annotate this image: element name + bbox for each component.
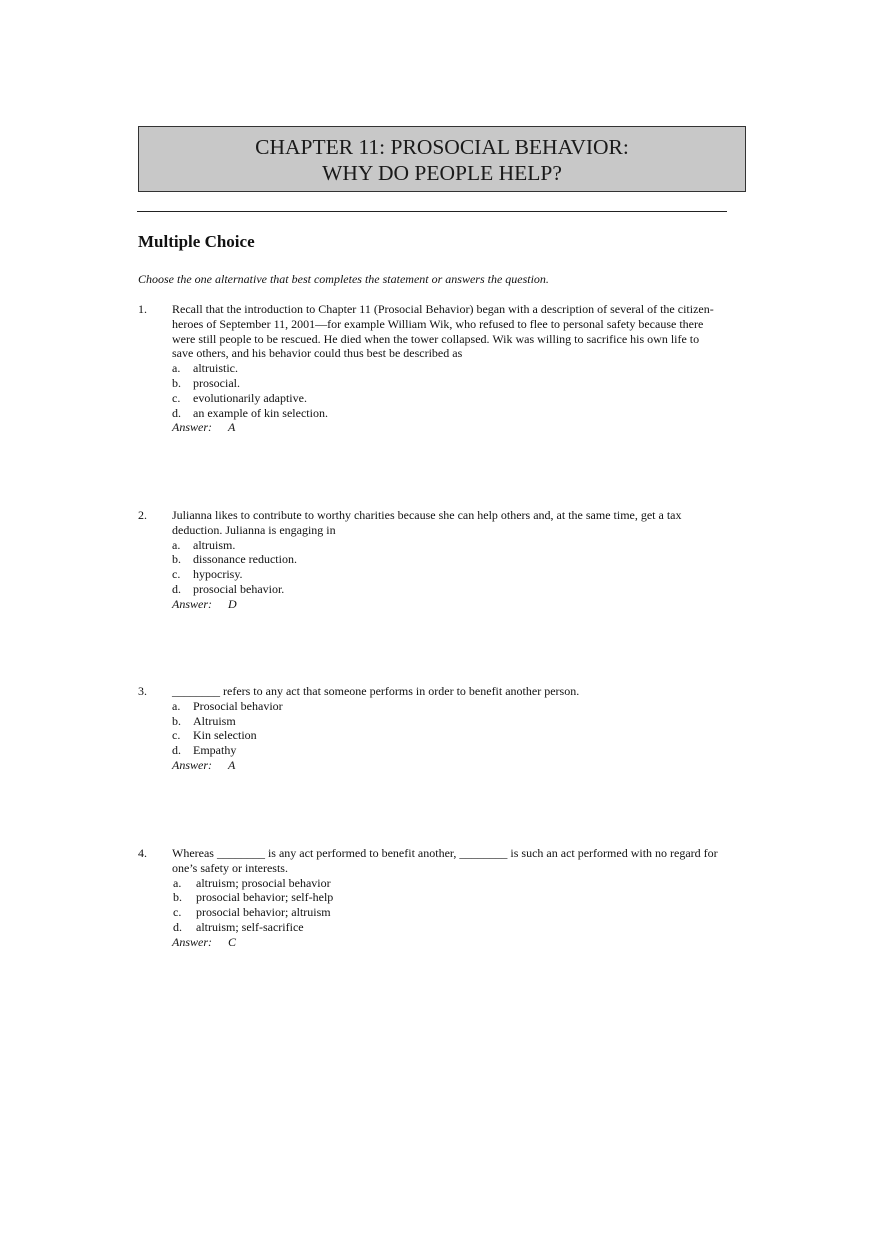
option-text: prosocial behavior; altruism (196, 905, 331, 920)
question-number: 1. (138, 302, 147, 316)
question-number: 4. (138, 846, 147, 860)
option-letter: b. (172, 713, 181, 728)
option-b (172, 552, 748, 567)
question-stem-line: ________ refers to any act that someone performs in order to benefit another person. (172, 684, 580, 698)
option-c (172, 567, 748, 582)
answer-label: Answer: (172, 934, 212, 949)
option-c (172, 391, 748, 406)
chapter-title-line-2: WHY DO PEOPLE HELP? (322, 161, 562, 185)
option-d (172, 406, 748, 421)
option-text: prosocial behavior; self-help (196, 890, 334, 905)
option-b (172, 714, 748, 729)
question-3 (138, 684, 748, 773)
option-text: Empathy (193, 743, 237, 758)
question-number: 2. (138, 508, 147, 522)
question-stem-line: deduction. Julianna is engaging in (172, 522, 336, 537)
question-stem-line: save others, and his behavior could thus best be described as (172, 346, 463, 361)
option-text: Prosocial behavior (193, 698, 283, 713)
option-text: altruism; prosocial behavior (196, 875, 331, 890)
question-1 (138, 302, 748, 435)
question-stem-line: heroes of September 11, 2001—for example William Wik, who refused to flee to personal safety because there (172, 316, 704, 331)
option-letter: a. (173, 875, 182, 890)
chapter-title-box (138, 126, 746, 192)
option-text: altruistic. (193, 361, 238, 376)
option-letter: b. (172, 552, 181, 567)
answer-value: A (228, 420, 236, 435)
question-number: 3. (138, 684, 147, 698)
question-stem-line: Julianna likes to contribute to worthy charities because she can help others and, at the same time, get a tax (172, 508, 682, 522)
answer-label: Answer: (172, 420, 212, 435)
question-stem-line: Whereas ________ is any act performed to benefit another, ________ is such an act performed with no regard for (172, 846, 718, 860)
option-text: Altruism (193, 713, 236, 728)
question-2 (138, 508, 748, 612)
answer-value: C (228, 934, 237, 949)
option-letter: b. (173, 890, 182, 905)
option-c (172, 905, 748, 920)
option-text: prosocial behavior. (193, 581, 285, 596)
answer-value: A (228, 757, 236, 772)
option-a (172, 876, 748, 891)
option-letter: b. (172, 375, 181, 390)
answer-line (172, 420, 748, 435)
answer-line (172, 597, 748, 612)
option-a (172, 699, 748, 714)
option-text: altruism; self-sacrifice (196, 919, 304, 934)
option-text: evolutionarily adaptive. (193, 390, 307, 405)
option-letter: d. (172, 743, 181, 758)
answer-line (172, 935, 748, 950)
answer-label: Answer: (172, 757, 212, 772)
answer-options (172, 876, 748, 935)
answer-options (172, 538, 748, 597)
option-letter: d. (173, 919, 182, 934)
option-text: prosocial. (193, 375, 240, 390)
option-text: altruism. (193, 537, 236, 552)
question-stem-line: were still people to be rescued. He died when the tower collapsed. Wik was willing to sacrifice his own life to (172, 331, 700, 346)
option-text: an example of kin selection. (193, 405, 328, 420)
option-a (172, 538, 748, 553)
option-text: dissonance reduction. (193, 552, 297, 567)
answer-label: Answer: (172, 596, 212, 611)
option-letter: c. (173, 905, 182, 920)
instructions-text: Choose the one alternative that best completes the statement or answers the question. (138, 272, 549, 286)
chapter-title-line-1: CHAPTER 11: PROSOCIAL BEHAVIOR: (255, 135, 629, 159)
option-letter: d. (172, 581, 181, 596)
question-stem-line: Recall that the introduction to Chapter 11 (Prosocial Behavior) began with a description of several of the citizen- (172, 302, 714, 316)
answer-options (172, 361, 748, 420)
answer-options (172, 699, 748, 758)
option-letter: a. (172, 698, 181, 713)
question-4 (138, 846, 748, 950)
option-c (172, 728, 748, 743)
option-d (172, 582, 748, 597)
option-d (172, 920, 748, 935)
option-letter: a. (172, 537, 181, 552)
answer-value: D (228, 596, 237, 611)
option-letter: c. (172, 567, 181, 582)
answer-line (172, 758, 748, 773)
horizontal-divider (137, 211, 727, 212)
option-letter: c. (172, 728, 181, 743)
option-letter: a. (172, 361, 181, 376)
question-stem-line: one’s safety or interests. (172, 860, 288, 875)
option-d (172, 743, 748, 758)
option-b (172, 890, 748, 905)
option-text: Kin selection (193, 728, 257, 743)
option-letter: d. (172, 405, 181, 420)
option-text: hypocrisy. (193, 567, 243, 582)
option-letter: c. (172, 390, 181, 405)
option-b (172, 376, 748, 391)
option-a (172, 361, 748, 376)
section-heading: Multiple Choice (138, 232, 255, 251)
